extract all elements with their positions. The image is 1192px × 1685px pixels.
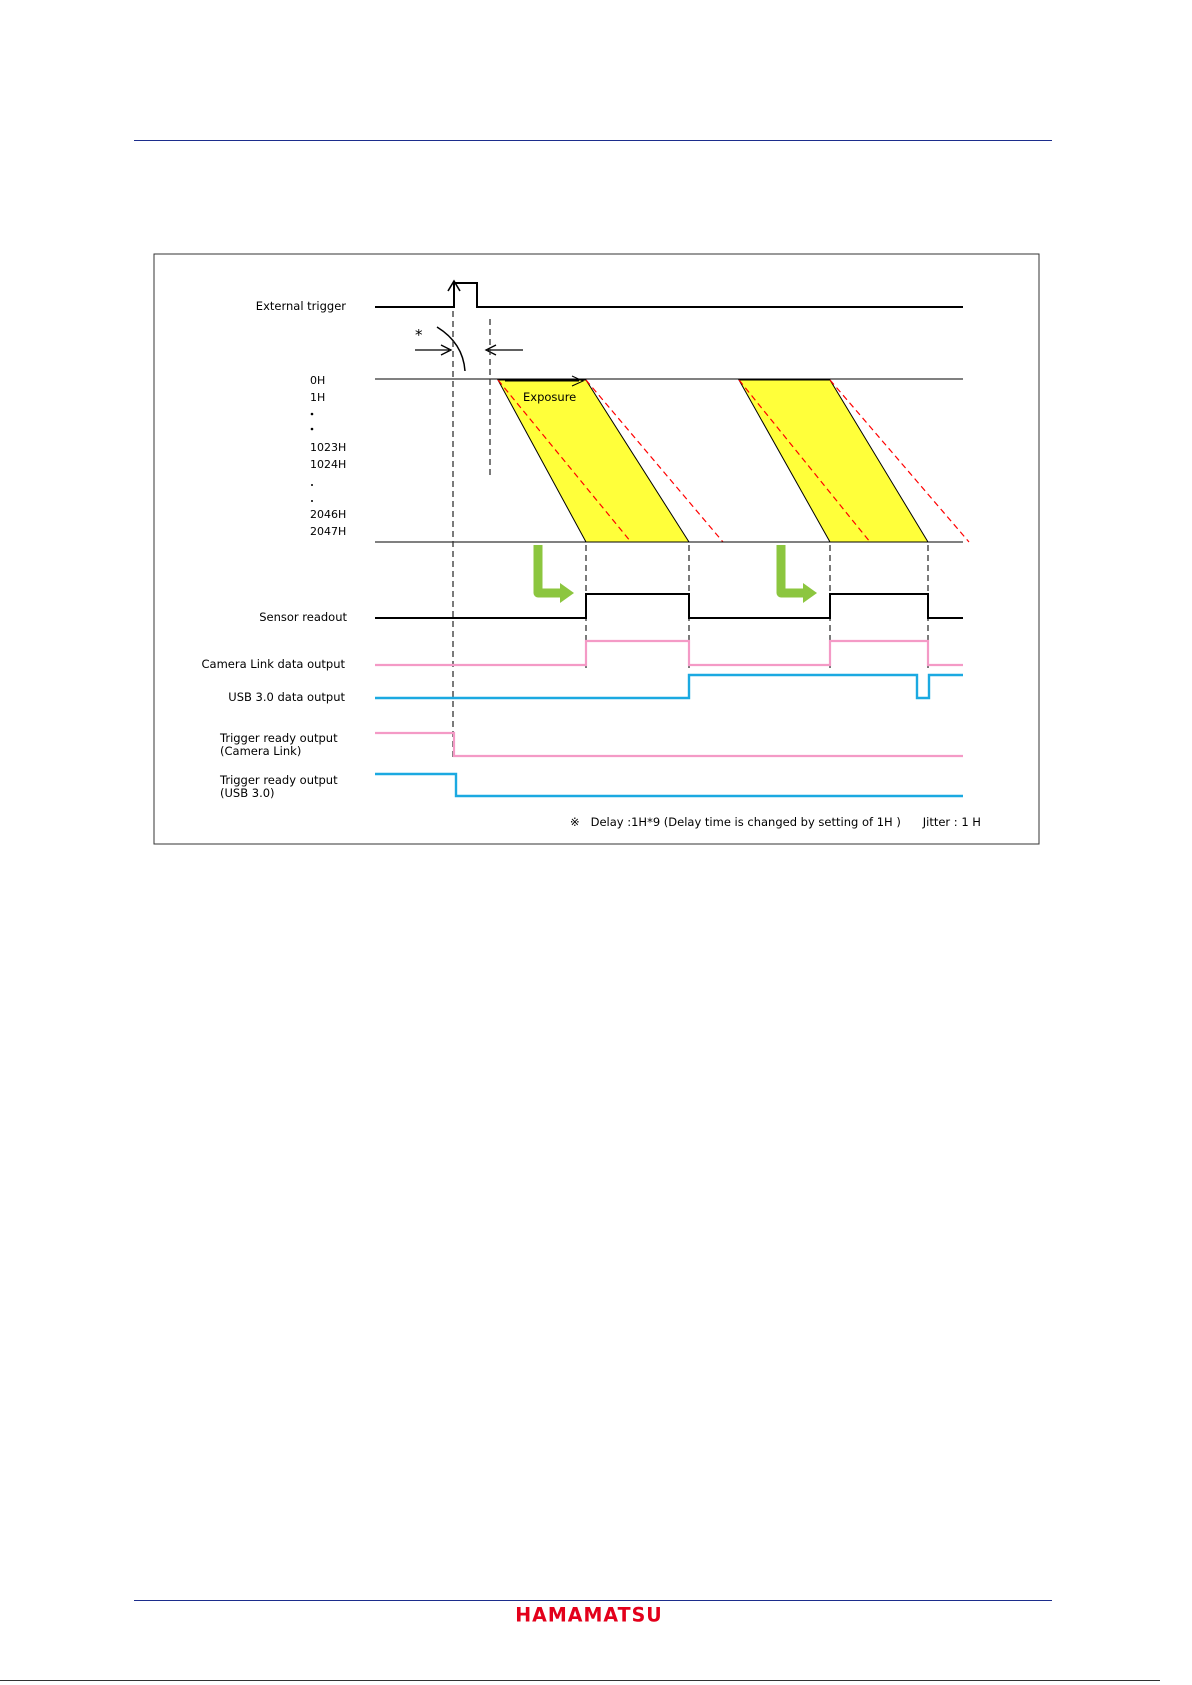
- label-usb-output: USB 3.0 data output: [228, 690, 345, 704]
- ellipsis-dot: [311, 413, 314, 416]
- label-exposure: Exposure: [523, 390, 577, 404]
- label-delay-note: ※ Delay :1H*9 (Delay time is changed by setting of 1H ) Jitter : 1 H: [570, 815, 981, 829]
- label-trigger-ready-cl-1: Trigger ready output: [220, 731, 338, 745]
- ellipsis-dot: [311, 428, 314, 431]
- ellipsis-dot: [311, 500, 313, 502]
- timing-diagram: [153, 253, 1041, 846]
- label-line-1023h: 1023H: [310, 441, 347, 454]
- label-trigger-ready-usb-2: (USB 3.0): [220, 786, 275, 800]
- label-camera-link-output: Camera Link data output: [201, 657, 345, 671]
- label-sensor-readout: Sensor readout: [259, 610, 347, 624]
- label-external-trigger: External trigger: [255, 299, 346, 313]
- label-trigger-ready-cl-2: (Camera Link): [220, 744, 302, 758]
- page-edge-rule: [0, 1680, 1160, 1681]
- label-trigger-ready-usb-1: Trigger ready output: [220, 773, 338, 787]
- ellipsis-dot: [311, 484, 313, 486]
- footer-rule: [134, 1600, 1052, 1601]
- label-line-2047h: 2047H: [310, 525, 347, 538]
- label-line-1h: 1H: [310, 391, 326, 404]
- hamamatsu-logo: HAMAMATSU: [515, 1603, 663, 1627]
- label-line-0h: 0H: [310, 374, 326, 387]
- label-line-2046h: 2046H: [310, 508, 347, 521]
- label-line-1024h: 1024H: [310, 458, 347, 471]
- label-asterisk: *: [415, 326, 423, 344]
- header-rule: [134, 140, 1052, 141]
